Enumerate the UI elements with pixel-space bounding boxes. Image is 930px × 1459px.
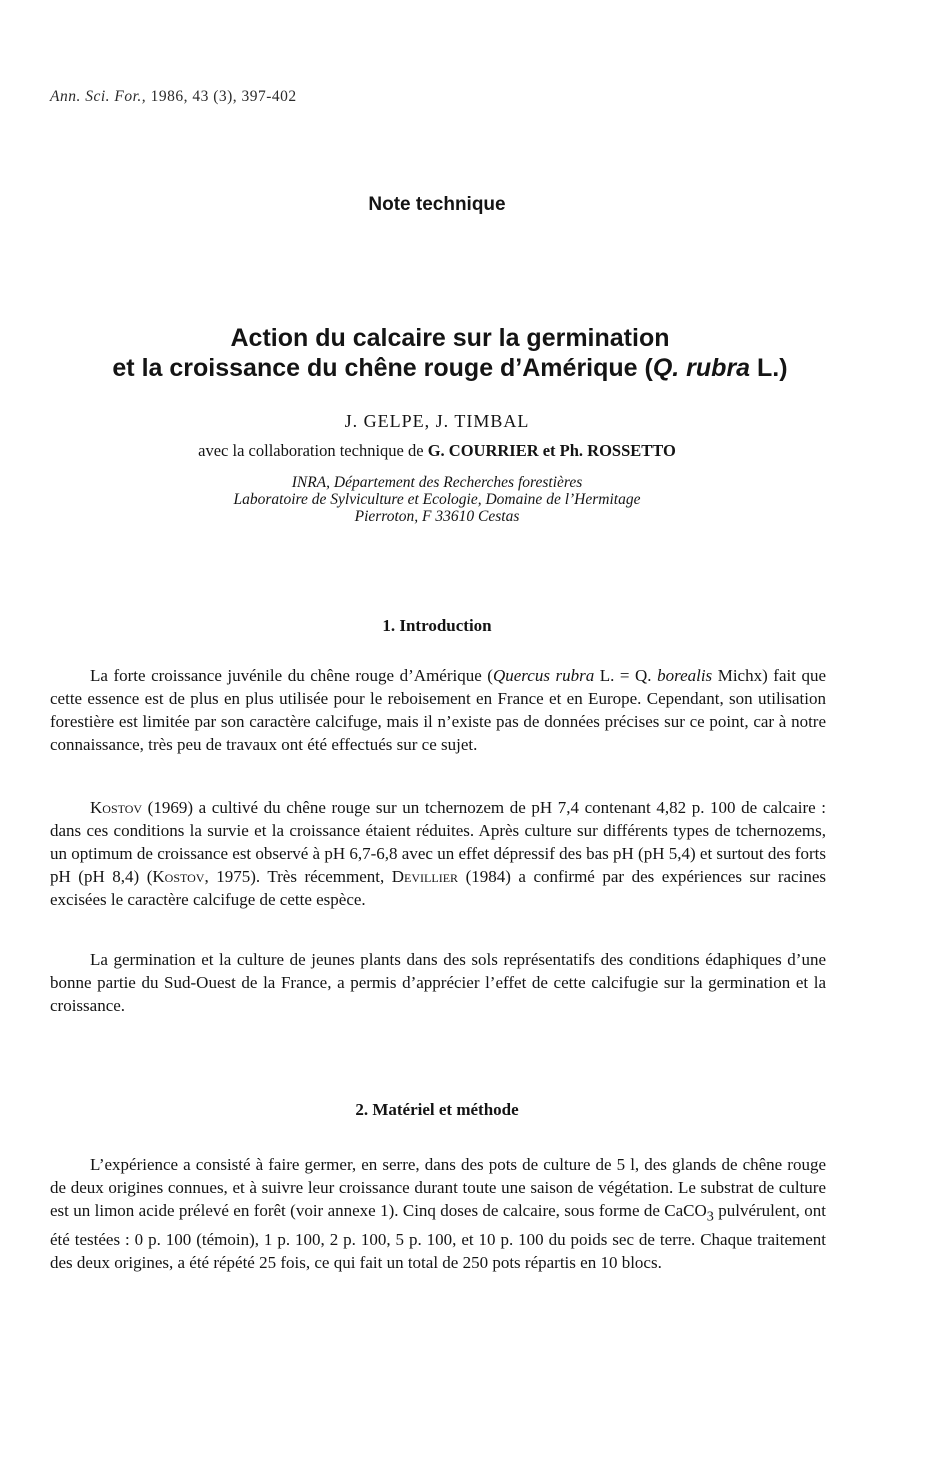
authors: J. GELPE, J. TIMBAL xyxy=(344,411,530,431)
affiliation-line-2: Laboratoire de Sylviculture et Ecologie, Domaine de l’Hermitage xyxy=(233,491,641,508)
article-title xyxy=(20,323,880,383)
species-name: borealis xyxy=(657,666,713,685)
title-line-1: Action du calcaire sur la germination xyxy=(230,324,670,352)
text-run: , 1975). Très récemment, xyxy=(204,867,392,886)
text-run: L. = Q. xyxy=(594,666,658,685)
subscript: 3 xyxy=(706,1208,714,1225)
species-name: Quercus rubra xyxy=(492,666,595,685)
title-species: Q. rubra xyxy=(652,354,751,382)
methods-paragraph-1 xyxy=(50,1153,826,1274)
intro-paragraph-2 xyxy=(50,796,826,911)
title-line-2-start: et la croissance du chêne rouge d’Amérique ( xyxy=(112,354,653,382)
title-line-2-end: L.) xyxy=(750,354,788,382)
journal-citation xyxy=(50,88,297,106)
affiliation-line-1: INRA, Département des Recherches forestières xyxy=(291,474,583,491)
text-run: pulvérulent, ont été testées : 0 p. 100 (témoin), 1 p. 100, 2 p. 100, 5 p. 100, et 10 p. 100 du poids sec de terre. Chaque traitement des deux origines, a été répété 25 fois, ce qui fait un total de 250 pots répartis en 10 blocs. xyxy=(50,1201,826,1273)
author-ref: Kostov xyxy=(152,867,205,886)
section-2-heading: 2. Matériel et méthode xyxy=(355,1100,519,1119)
affiliation xyxy=(0,474,874,525)
text-run: (1984) a confirmé par des expériences sur racines excisées le caractère calcifuge de cette espèce. xyxy=(50,867,826,909)
collaboration-line xyxy=(0,441,874,461)
text-run: La forte croissance juvénile du chêne rouge d’Amérique ( xyxy=(90,666,493,685)
collaboration-prefix: avec la collaboration technique de xyxy=(198,441,428,460)
text-run: L’expérience a consisté à faire germer, en serre, dans des pots de culture de 5 l, des glands de chêne rouge de deux origines connues, et à suivre leur croissance durant toute une saison de végétation. Le substrat de culture est un limon acide prélevé en forêt (voir annexe 1). Cinq doses de calcaire, sous forme de CaCO xyxy=(50,1155,826,1220)
journal-details: 1986, 43 (3), 397-402 xyxy=(150,88,297,105)
text-run: Michx) fait que cette essence est de plus en plus utilisée pour le reboisement en France et en Europe. Cependant, son utilisation forestière est limitée par son caractère calcifuge, mais il n’existe pas de données précises sur ce point, car à notre connaissance, très peu de travaux ont été effectués sur ce sujet. xyxy=(50,666,827,754)
affiliation-line-3: Pierroton, F 33610 Cestas xyxy=(354,508,520,525)
intro-paragraph-1 xyxy=(50,664,826,756)
author-ref: Devillier xyxy=(391,867,459,886)
note-label: Note technique xyxy=(368,194,506,215)
section-1-heading: 1. Introduction xyxy=(382,616,492,635)
intro-paragraph-3: La germination et la culture de jeunes plants dans des sols représentatifs des conditions édaphiques d’une bonne partie du Sud-Ouest de la France, a permis d’apprécier l’effet de cette calcifugie sur la germination et la croissance. xyxy=(50,950,826,1015)
journal-name: Ann. Sci. For., xyxy=(50,88,147,105)
text-run: (1969) a cultivé du chêne rouge sur un tchernozem de pH 7,4 contenant 4,82 p. 100 de calcaire : dans ces conditions la survie et la croissance étaient réduites. Après culture sur différents types de tchernozems, un optimum de croissance est observé à pH 6,7-6,8 avec un effet dépressif des bas pH (pH 5,4) et surtout des forts pH (pH 8,4) ( xyxy=(50,798,826,886)
author-ref: Kostov xyxy=(90,798,143,817)
collaborator-names: G. COURRIER et Ph. ROSSETTO xyxy=(427,441,676,460)
